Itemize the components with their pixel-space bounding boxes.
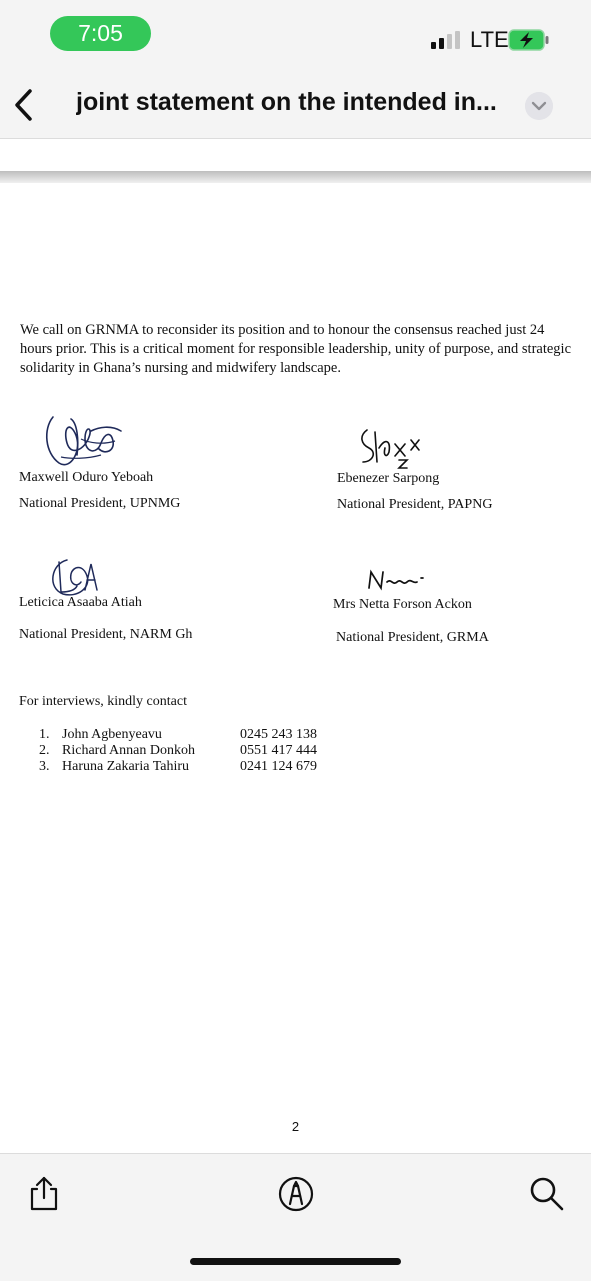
bottom-toolbar (0, 1153, 591, 1281)
document-title: joint statement on the intended in... (76, 88, 497, 116)
network-type: LTE (470, 27, 509, 52)
share-icon (32, 1178, 56, 1209)
signatory-name: Ebenezer Sarpong (337, 471, 440, 486)
previous-page-edge (0, 139, 591, 171)
navigation-bar (0, 70, 591, 139)
chevron-left-icon (17, 91, 30, 119)
page-divider (0, 171, 591, 183)
contact-phone: 0551 417 444 (240, 743, 317, 758)
signatory-title: National President, NARM Gh (19, 627, 193, 642)
page-number: 2 (291, 1119, 300, 1134)
status-bar (0, 0, 591, 70)
list-item (39, 759, 359, 775)
contact-name: John Agbenyeavu (62, 727, 162, 742)
signature-image (355, 426, 425, 472)
markup-button[interactable] (277, 1175, 315, 1213)
battery-charging-icon (508, 29, 550, 51)
signatory-name: Maxwell Oduro Yeboah (19, 470, 154, 485)
home-indicator[interactable] (190, 1258, 401, 1265)
signature-image (47, 554, 103, 598)
title-menu-button[interactable] (525, 92, 553, 120)
signature-image (41, 409, 131, 473)
list-item (39, 727, 359, 743)
list-number: 1. (39, 727, 50, 742)
signatory-block (19, 469, 279, 519)
signatory-title: National President, GRMA (336, 630, 489, 645)
contact-phone: 0245 243 138 (240, 727, 317, 742)
signatory-block (19, 594, 279, 644)
list-item (39, 743, 359, 759)
contact-list (39, 727, 359, 775)
status-time: 7:05 (50, 16, 151, 51)
contact-name: Haruna Zakaria Tahiru (62, 759, 190, 774)
signatory-title: National President, UPNMG (19, 496, 181, 511)
contact-heading: For interviews, kindly contact (19, 694, 187, 709)
signature-image (365, 566, 425, 594)
signatory-title: National President, PAPNG (337, 497, 493, 512)
signatory-name: Mrs Netta Forson Ackon (333, 597, 472, 612)
search-button[interactable] (528, 1175, 566, 1213)
markup-pen-icon (280, 1178, 312, 1210)
cellular-signal-icon (431, 31, 463, 49)
signatory-block (333, 596, 573, 646)
document-page[interactable] (0, 183, 591, 1153)
share-button[interactable] (25, 1175, 63, 1213)
contact-name: Richard Annan Donkoh (62, 743, 195, 758)
back-button[interactable] (8, 85, 40, 125)
signatory-name: Leticica Asaaba Atiah (19, 595, 142, 610)
signatory-block (337, 470, 567, 520)
statement-paragraph: We call on GRNMA to reconsider its position and to honour the consensus reached just 24 hours prior. This is a critical moment for responsible leadership, unity of purpose, and strategic solidarity in Ghana’s nursing and midwifery landscape. (20, 322, 572, 376)
contact-phone: 0241 124 679 (240, 759, 317, 774)
list-number: 3. (39, 759, 50, 774)
search-icon (532, 1179, 562, 1209)
list-number: 2. (39, 743, 50, 758)
